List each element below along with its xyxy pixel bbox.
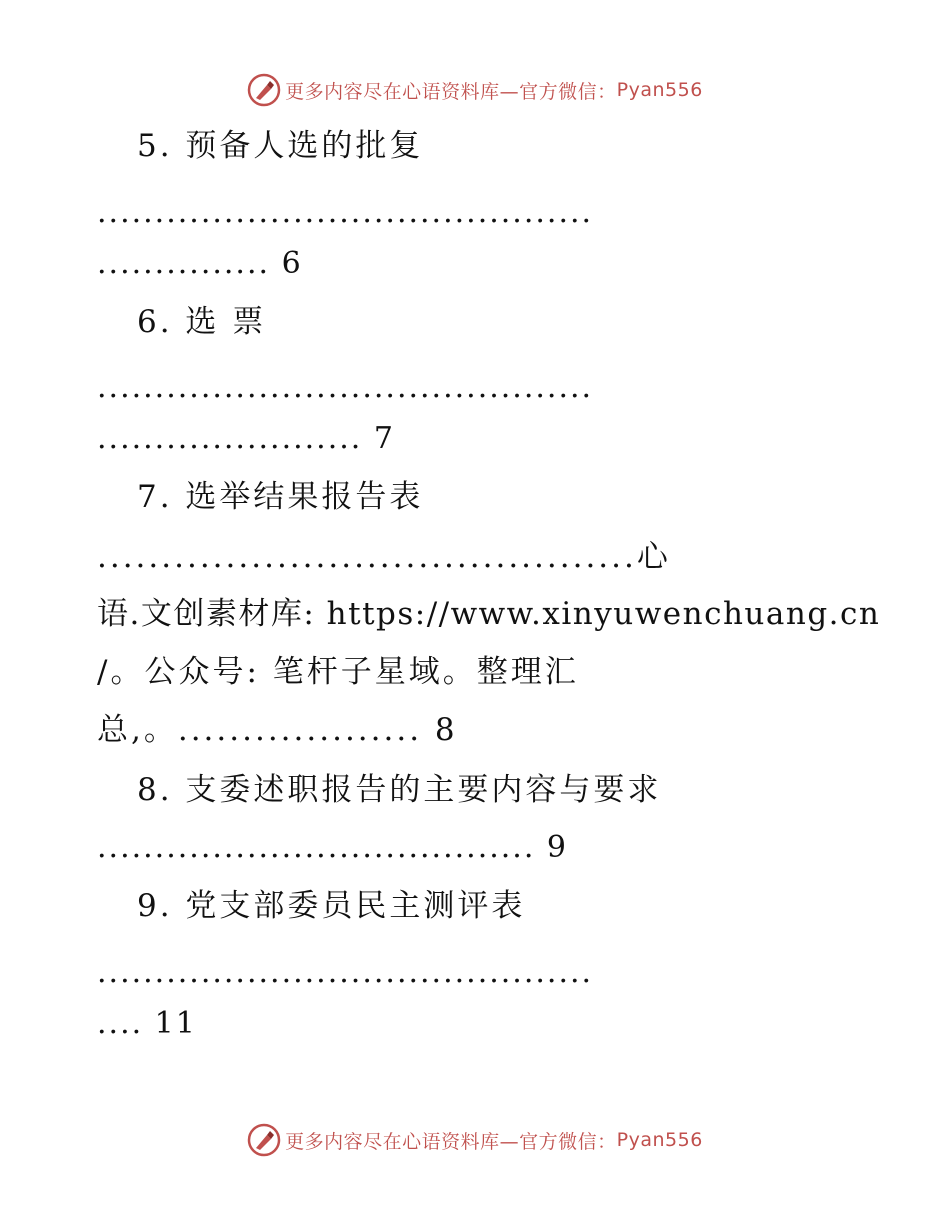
header-banner bbox=[0, 70, 950, 110]
toc-dots-8: ...................................... 9 bbox=[97, 830, 568, 865]
toc-dots-5b: ............... 6 bbox=[97, 246, 303, 281]
toc-line-7c: /。公众号: 笔杆子星域。整理汇 bbox=[97, 654, 579, 690]
toc-dots-6a: ........................................... bbox=[97, 370, 594, 405]
toc-title-9: 9. 党支部委员民主测评表 bbox=[137, 888, 526, 924]
toc-dots-9b: .... 11 bbox=[97, 1006, 197, 1041]
toc-title-6: 6. 选 票 bbox=[137, 304, 267, 340]
banner-wechat-id: Pyan556 bbox=[616, 79, 703, 101]
footer-banner bbox=[0, 1120, 950, 1160]
pen-nib-logo-icon bbox=[247, 73, 281, 107]
toc-dots-9a: ........................................... bbox=[97, 955, 594, 990]
toc-line-7d: 总,。................... 8 bbox=[97, 712, 458, 748]
toc-title-5: 5. 预备人选的批复 bbox=[137, 128, 424, 164]
banner-text: 更多内容尽在心语资料库—官方微信： bbox=[285, 1130, 617, 1153]
toc-title-8: 8. 支委述职报告的主要内容与要求 bbox=[137, 772, 662, 808]
pen-nib-logo-icon bbox=[247, 1123, 281, 1157]
toc-dots-6b: ....................... 7 bbox=[97, 421, 395, 456]
toc-dots-5a: ........................................... bbox=[97, 195, 594, 230]
toc-title-7: 7. 选举结果报告表 bbox=[137, 479, 424, 515]
banner-text: 更多内容尽在心语资料库—官方微信： bbox=[285, 80, 617, 103]
banner-wechat-id: Pyan556 bbox=[616, 1129, 703, 1151]
toc-line-7b: 语.文创素材库: https://www.xinyuwenchuang.cn bbox=[97, 596, 881, 632]
toc-line-7a: ..........................................心 bbox=[97, 539, 671, 575]
